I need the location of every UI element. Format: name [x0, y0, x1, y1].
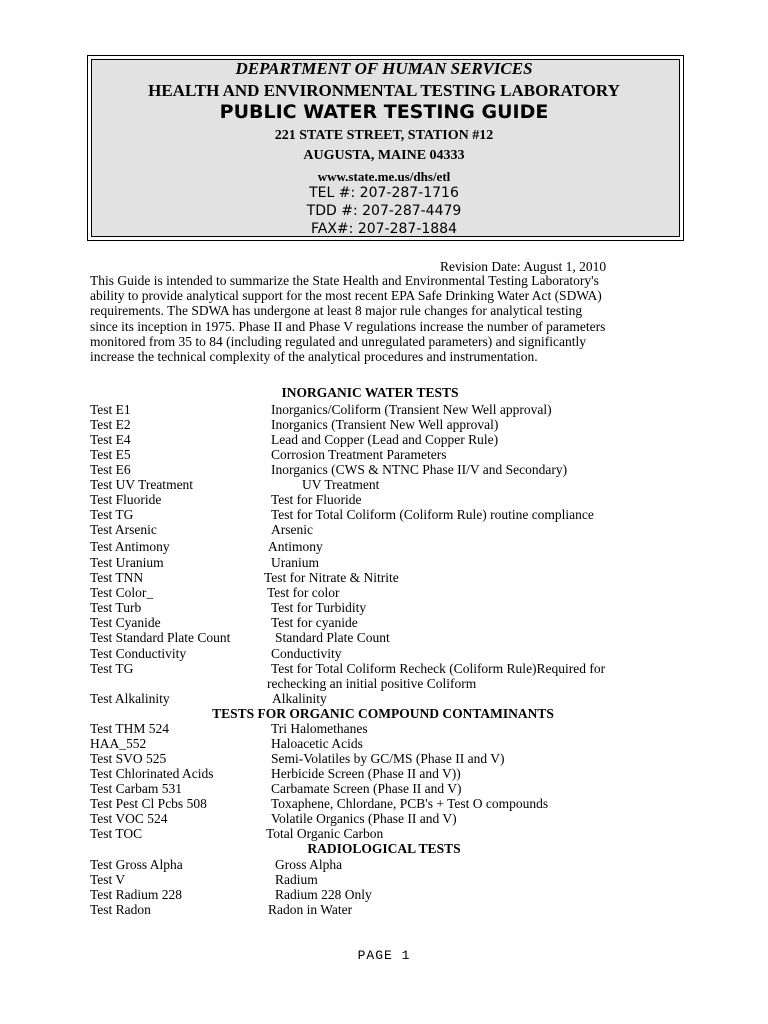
test-row	[90, 857, 690, 872]
test-description: Test for Fluoride	[271, 492, 362, 507]
fax-number: FAX#: 207-287-1884	[310, 221, 457, 237]
test-description: Test for Nitrate & Nitrite	[264, 570, 399, 585]
test-name: Test Carbam 531	[90, 781, 183, 796]
test-row	[90, 600, 690, 615]
intro-line: increase the technical complexity of the analytical procedures and instrumentation.	[90, 349, 538, 365]
test-description: Semi-Volatiles by GC/MS (Phase II and V)	[271, 751, 505, 766]
test-description: Total Organic Carbon	[266, 826, 384, 841]
test-description: UV Treatment	[302, 477, 380, 492]
test-name: Test Alkalinity	[90, 691, 170, 706]
test-name: Test THM 524	[90, 721, 170, 736]
test-description: Test for color	[267, 585, 340, 600]
test-name: Test TOC	[90, 826, 143, 841]
test-name: Test TG	[90, 507, 134, 522]
test-description: Radium 228 Only	[275, 887, 372, 902]
test-description: Carbamate Screen (Phase II and V)	[271, 781, 462, 796]
test-name: Test E2	[90, 417, 131, 432]
test-name: Test V	[90, 872, 126, 887]
test-row	[90, 751, 690, 766]
test-description: Inorganics (Transient New Well approval)	[271, 417, 499, 432]
section-heading-organic: TESTS FOR ORGANIC COMPOUND CONTAMINANTS	[212, 706, 554, 721]
test-name: Test Radon	[90, 902, 151, 917]
intro-paragraph	[90, 273, 690, 364]
test-name: Test Turb	[90, 600, 142, 615]
test-description: Standard Plate Count	[275, 630, 390, 645]
test-description: Tri Halomethanes	[271, 721, 368, 736]
test-name: Test Fluoride	[90, 492, 162, 507]
test-row	[90, 555, 690, 570]
intro-line: ability to provide analytical support for the most recent EPA Safe Drinking Water Act (SDWA)	[90, 288, 602, 304]
test-row	[90, 630, 690, 645]
test-name: Test Pest Cl Pcbs 508	[90, 796, 207, 811]
test-row	[90, 585, 690, 600]
test-row	[90, 661, 690, 676]
test-description-continued: rechecking an initial positive Coliform	[267, 676, 477, 691]
test-description: Gross Alpha	[275, 857, 343, 872]
test-row	[90, 432, 690, 447]
intro-line: requirements. The SDWA has undergone at least 8 major rule changes for analytical testing	[90, 303, 583, 319]
test-description: Test for Total Coliform Recheck (Coliform Rule)Required for	[271, 661, 606, 676]
telephone-number: TEL #: 207-287-1716	[309, 185, 459, 201]
intro-line: monitored from 35 to 84 (including regulated and unregulated parameters) and significantly	[90, 333, 586, 349]
test-name: Test Conductivity	[90, 646, 187, 661]
test-row	[90, 781, 690, 796]
test-description: Test for cyanide	[271, 615, 358, 630]
test-name: Test Radium 228	[90, 887, 183, 902]
test-row	[90, 766, 690, 781]
test-description: Uranium	[271, 555, 319, 570]
test-description: Test for Total Coliform (Coliform Rule) routine compliance	[271, 507, 594, 522]
test-row	[90, 462, 690, 477]
test-row	[90, 826, 690, 841]
test-description: Volatile Organics (Phase II and V)	[271, 811, 457, 826]
test-description: Alkalinity	[272, 691, 327, 706]
test-name: Test UV Treatment	[90, 477, 194, 492]
department-name: DEPARTMENT OF HUMAN SERVICES	[235, 59, 533, 78]
intro-line: This Guide is intended to summarize the State Health and Environmental Testing Laboratory's	[90, 273, 599, 288]
test-name: Test VOC 524	[90, 811, 168, 826]
test-row	[90, 721, 690, 736]
test-name: Test TG	[90, 661, 134, 676]
test-row	[90, 887, 690, 902]
test-name: Test Uranium	[90, 555, 164, 570]
test-row	[90, 691, 690, 706]
website: www.state.me.us/dhs/etl	[317, 169, 451, 184]
test-row	[90, 570, 690, 585]
test-description: Test for Turbidity	[271, 600, 367, 615]
test-name: Test E4	[90, 432, 131, 447]
test-row	[90, 417, 690, 432]
test-description: Toxaphene, Chlordane, PCB's + Test O compounds	[271, 796, 549, 811]
test-name: Test Arsenic	[90, 522, 157, 537]
page-title: PUBLIC WATER TESTING GUIDE	[219, 101, 549, 123]
test-description: Radium	[275, 872, 318, 887]
test-row	[90, 539, 690, 554]
section-heading-inorganic: INORGANIC WATER TESTS	[281, 385, 459, 400]
test-name: Test Standard Plate Count	[90, 630, 231, 645]
test-row	[90, 872, 690, 887]
page-number: PAGE 1	[357, 948, 411, 963]
test-description: Arsenic	[271, 522, 313, 537]
test-name: Test Cyanide	[90, 615, 161, 630]
street-address: 221 STATE STREET, STATION #12	[274, 128, 494, 143]
test-row	[90, 492, 690, 507]
test-name: Test Chlorinated Acids	[90, 766, 214, 781]
test-description: Inorganics/Coliform (Transient New Well approval)	[271, 402, 552, 417]
test-description: Conductivity	[271, 646, 342, 661]
test-description: Haloacetic Acids	[271, 736, 363, 751]
test-row	[90, 615, 690, 630]
test-row	[90, 811, 690, 826]
test-name: Test E5	[90, 447, 131, 462]
laboratory-name: HEALTH AND ENVIRONMENTAL TESTING LABORATORY	[148, 81, 620, 100]
revision-date: Revision Date: August 1, 2010	[440, 259, 607, 274]
test-row	[90, 507, 690, 522]
test-row	[90, 736, 690, 751]
city-state-zip: AUGUSTA, MAINE 04333	[303, 148, 465, 163]
test-description: Inorganics (CWS & NTNC Phase II/V and Secondary)	[271, 462, 568, 477]
test-name: Test Antimony	[90, 539, 170, 554]
test-name: Test E6	[90, 462, 131, 477]
test-description: Radon in Water	[268, 902, 353, 917]
test-name: Test TNN	[90, 570, 144, 585]
test-description: Herbicide Screen (Phase II and V))	[271, 766, 461, 781]
test-row	[90, 902, 690, 917]
test-description: Lead and Copper (Lead and Copper Rule)	[271, 432, 499, 447]
test-row	[90, 522, 690, 537]
test-row	[90, 796, 690, 811]
test-row	[90, 477, 690, 492]
intro-line: since its inception in 1975. Phase II and Phase V regulations increase the number of parameters	[90, 318, 606, 334]
section-heading-radiological: RADIOLOGICAL TESTS	[307, 841, 461, 856]
test-name: HAA_552	[90, 736, 147, 751]
test-description: Antimony	[268, 539, 323, 554]
test-row	[90, 402, 690, 417]
test-name: Test Color_	[90, 585, 154, 600]
test-description: Corrosion Treatment Parameters	[271, 447, 447, 462]
test-row	[90, 646, 690, 661]
test-name: Test SVO 525	[90, 751, 167, 766]
test-row	[90, 447, 690, 462]
test-row-continuation	[90, 676, 690, 691]
test-name: Test Gross Alpha	[90, 857, 183, 872]
test-name: Test E1	[90, 402, 131, 417]
tdd-number: TDD #: 207-287-4479	[306, 203, 462, 219]
